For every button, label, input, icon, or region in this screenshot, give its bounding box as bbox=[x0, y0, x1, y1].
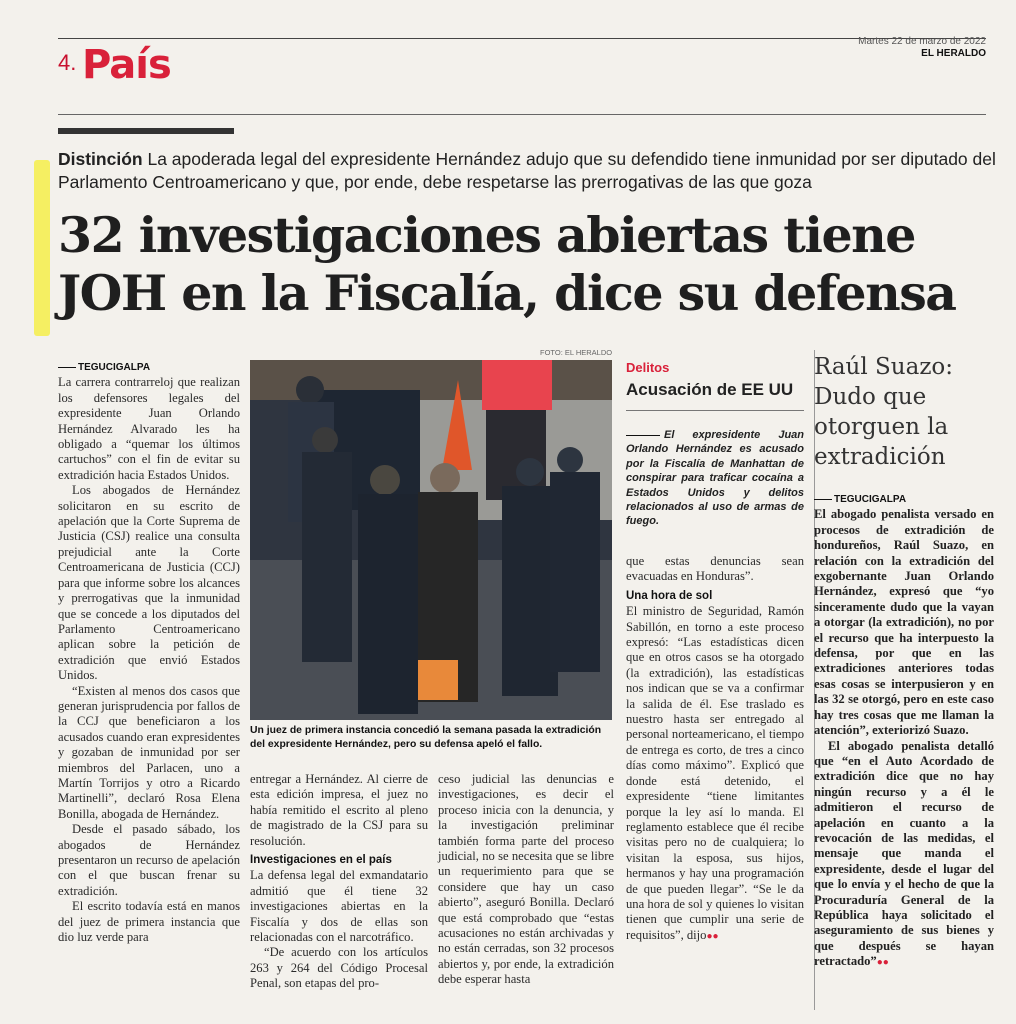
photo-illustration bbox=[250, 360, 612, 720]
sidebar-title: Raúl Suazo: Dudo que otorguen la extradición bbox=[814, 354, 954, 470]
header-bar bbox=[58, 128, 234, 134]
paragraph: La carrera contrarreloj que realizan los defensores legales del expresidente Juan Orlando Hernández Alvarado les ha obligado a “quemar los últimos cartuchos” con el fin de evitar su extradición hacia Estados Unidos. bbox=[58, 375, 240, 482]
column-2 bbox=[250, 772, 428, 992]
city-dateline: TEGUCIGALPA bbox=[814, 492, 994, 507]
paragraph: que estas denuncias sean evacuadas en Honduras”. bbox=[626, 554, 804, 584]
subheading: Investigaciones en el país bbox=[250, 854, 392, 867]
paragraph-text: El ministro de Seguridad, Ramón Sabillón, en torno a este proceso expresó: “Las estadísticas dicen que en otros casos se ha otorgado (la extradición), las estadísticas nos indican que se va a confirmar la salida de él. Ese traslado es nuestro hasta ser entregado al personal norteamericano, el tiempo de entrega es corto, de tres a cinco días como máximo”. Explicó que donde está detenido, el expresidente “tiene limitantes porque la ley así lo manda. El reglamento establece que él recibe visitas pero no de cualquiera; lo visitan la esposa, sus hijos, hermanos y hay una programación de que pueden llegar”. “Se le da una hora de sol y quienes lo visitan tienen que cumplir una serie de requisitos”, dijo bbox=[626, 604, 804, 942]
headline-line-1: 32 investigaciones abiertas tiene bbox=[58, 206, 915, 264]
issue-date: Martes 22 de marzo de 2022 bbox=[858, 36, 986, 47]
box-title: Acusación de EE UU bbox=[626, 380, 794, 399]
paragraph: La defensa legal del exmandatario admitió que él tiene 32 investigaciones abiertas en la Fiscalía y dos de ellas son relacionadas con el narcotráfico. bbox=[250, 868, 428, 945]
end-mark: ●● bbox=[706, 930, 719, 942]
paragraph: “Existen al menos dos casos que generan jurisprudencia por fallos de la CCJ que beneficiaron a los acusados cuando eran expresidentes y gozaban de inmunidad por ser miembros del Parlacen, uno a Martín Torrijos y otro a Ricardo Martinelli”, declaró Rosa Elena Bonilla, abogada de Hernández. bbox=[58, 683, 240, 821]
paragraph bbox=[814, 739, 994, 971]
box-text: El expresidente Juan Orlando Hernández es acusado por la Fiscalía de Manhattan de conspirar para traficar cocaína a Estados Unidos y delitos relacionados al uso de armas de fuego. bbox=[626, 429, 804, 528]
top-rule bbox=[58, 38, 986, 39]
box-kicker: Delitos bbox=[626, 360, 670, 375]
column-3 bbox=[438, 772, 614, 988]
page-dateline bbox=[858, 36, 986, 60]
paragraph: entregar a Hernández. Al cierre de esta edición impresa, el juez no había remitido el escrito al pleno de magistrado de la CSJ para su resolución. bbox=[250, 772, 428, 848]
paragraph: El escrito todavía está en manos del juez de primera instancia que dio luz verde para bbox=[58, 899, 240, 945]
box-rule bbox=[626, 410, 804, 411]
deck-label: Distinción bbox=[58, 149, 143, 169]
end-mark: ●● bbox=[876, 957, 889, 969]
newspaper-name: EL HERALDO bbox=[921, 48, 986, 59]
headline-line-2: JOH en la Fiscalía, dice su defensa bbox=[58, 264, 956, 322]
paragraph bbox=[626, 604, 804, 944]
paragraph: El abogado penalista versado en procesos de extradición de hondureños, Raúl Suazo, en relación con la extradición del exgobernante Juan Orlando Hernández, expresó que “yo sinceramente dudo que la vayan a otorgar (la extradición), no por el recurso que ha interpuesto la defensa, por que en las extradiciones anteriores todas esas cosas se interpusieron y en las 32 se otorgó, pero en este caso hay tres cosas que me llaman la atención”, exteriorizó Suazo. bbox=[814, 507, 994, 738]
sidebar-body bbox=[814, 492, 994, 971]
paragraph: Los abogados de Hernández solicitaron en su escrito de apelación que la Corte Suprema de Justicia (CSJ) realice una consulta prejudicial ante la Corte Centroamericana de Justicia (CCJ) para que informe sobre los alcances y prerrogativas que la inmunidad que se concede a los diputados del Parlamento Centroamericano aplican sobre la petición de extradición que envió Estados Unidos. bbox=[58, 483, 240, 683]
paragraph: ceso judicial las denuncias e investigaciones, es decir el proceso inicia con la denuncia, y la investigación preliminar también forma parte del proceso judicial, no se necesita que se libre un requerimiento para que se considere que hay un caso abierto”, aseguró Bonilla. Declaró que está comprobado que “estas acusaciones no están archivadas y no están cerradas, son 32 procesos abiertos y, por ende, la extradición debe esperar hasta bbox=[438, 772, 614, 987]
photo-credit: FOTO: EL HERALDO bbox=[540, 348, 613, 357]
page-number: 4. bbox=[58, 50, 77, 75]
column-1 bbox=[58, 360, 240, 945]
city-dateline: TEGUCIGALPA bbox=[58, 360, 240, 375]
column-4 bbox=[626, 554, 804, 944]
paragraph-text: El abogado penalista detalló que “en el Auto Acordado de extradición dice que no hay ningún recurso y a él le admitieron el recurso de apelación en cuanto a la revocación de las medidas, el mensaje que manda el expresidente, desde el lugar del que lo envía y el hecho de que la Procuraduría General de la República haya solicitado el aseguramiento de sus bienes y que después se hayan retractado” bbox=[814, 738, 994, 969]
deck-text: La apoderada legal del expresidente Hernández adujo que su defendido tiene inmunidad por ser diputado del Parlamento Centroamericano y que, por ende, debe respetarse las prerrogativas de las que goza bbox=[58, 149, 996, 192]
paragraph: Desde el pasado sábado, los abogados de Hernández presentaron un recurso de apelación con el que buscan frenar su extradición. bbox=[58, 822, 240, 898]
paragraph: “De acuerdo con los artículos 263 y 264 del Código Procesal Penal, son etapas del pro- bbox=[250, 945, 428, 991]
article-headline bbox=[58, 206, 998, 322]
article-deck bbox=[58, 148, 998, 194]
news-photo bbox=[250, 360, 612, 720]
section-title: País bbox=[82, 42, 171, 88]
subheading: Una hora de sol bbox=[626, 589, 713, 602]
header-rule bbox=[58, 114, 986, 115]
photo-caption: Un juez de primera instancia concedió la semana pasada la extradición del expresidente Hernández, pero su defensa apeló el fallo. bbox=[250, 725, 602, 750]
highlighter-mark bbox=[34, 160, 50, 336]
